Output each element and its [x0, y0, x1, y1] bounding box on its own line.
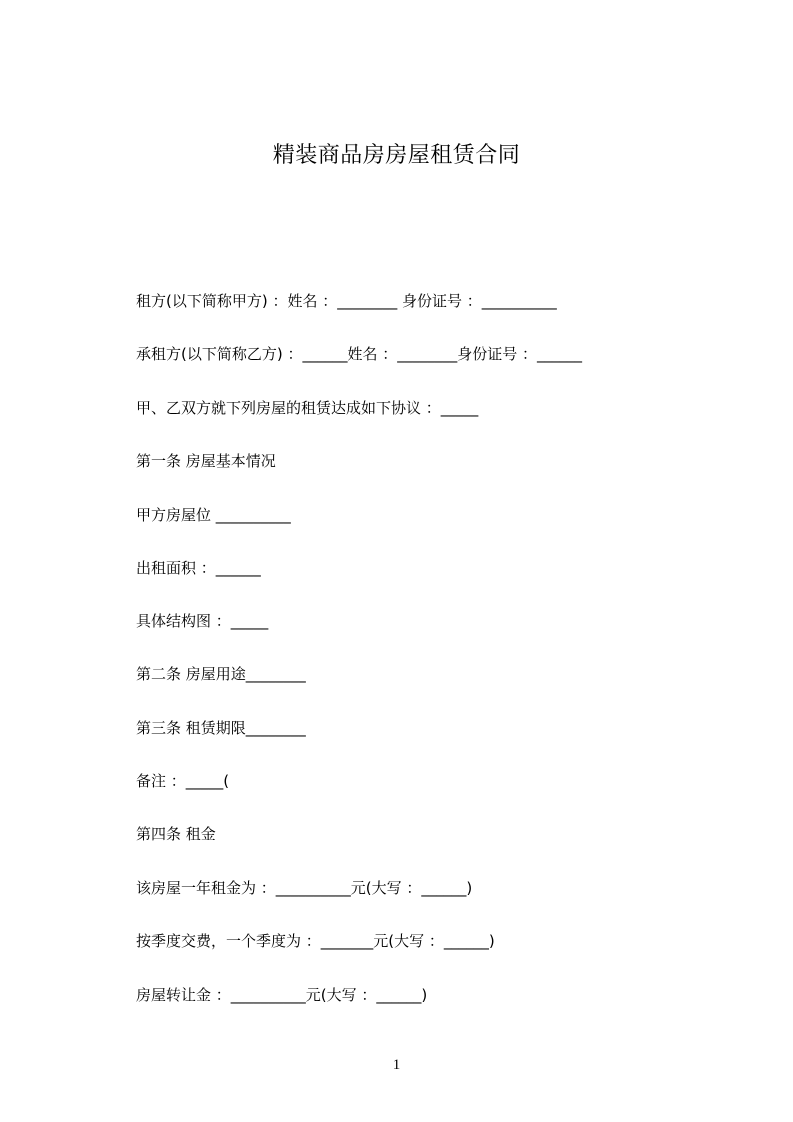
- rental-area-line: 出租面积 ：______: [136, 559, 261, 577]
- article-2-house-use: 第二条 房屋用途________: [136, 665, 306, 683]
- page-number: 1: [392, 1057, 401, 1073]
- transfer-fee-line: 房屋转让金 ：__________元(大写 ：______): [136, 986, 428, 1004]
- quarterly-payment-line: 按季度交费，一个季度为 ：_______元(大写 ：______): [136, 932, 495, 950]
- agreement-intro-line: 甲、乙双方就下列房屋的租赁达成如下协议 ：_____: [136, 399, 479, 417]
- article-1-heading: 第一条 房屋基本情况: [136, 452, 276, 470]
- house-location-line: 甲方房屋位 __________: [136, 506, 291, 524]
- article-3-lease-term: 第三条 租赁期限________: [136, 719, 306, 737]
- document-title: 精装商品房房屋租赁合同: [272, 143, 521, 168]
- article-4-heading: 第四条 租金: [136, 825, 216, 843]
- annual-rent-line: 该房屋一年租金为 ：__________元(大写 ：______): [136, 879, 473, 897]
- lessee-info-line: 承租方(以下简称乙方) ：______姓名 ：________身份证号 ：______: [136, 345, 583, 363]
- structure-diagram-line: 具体结构图 ：_____: [136, 612, 269, 630]
- lessor-info-line: 租方(以下简称甲方) ：姓名 ：________ 身份证号 ：__________: [136, 292, 557, 310]
- remarks-line: 备注 ：_____(: [136, 772, 230, 790]
